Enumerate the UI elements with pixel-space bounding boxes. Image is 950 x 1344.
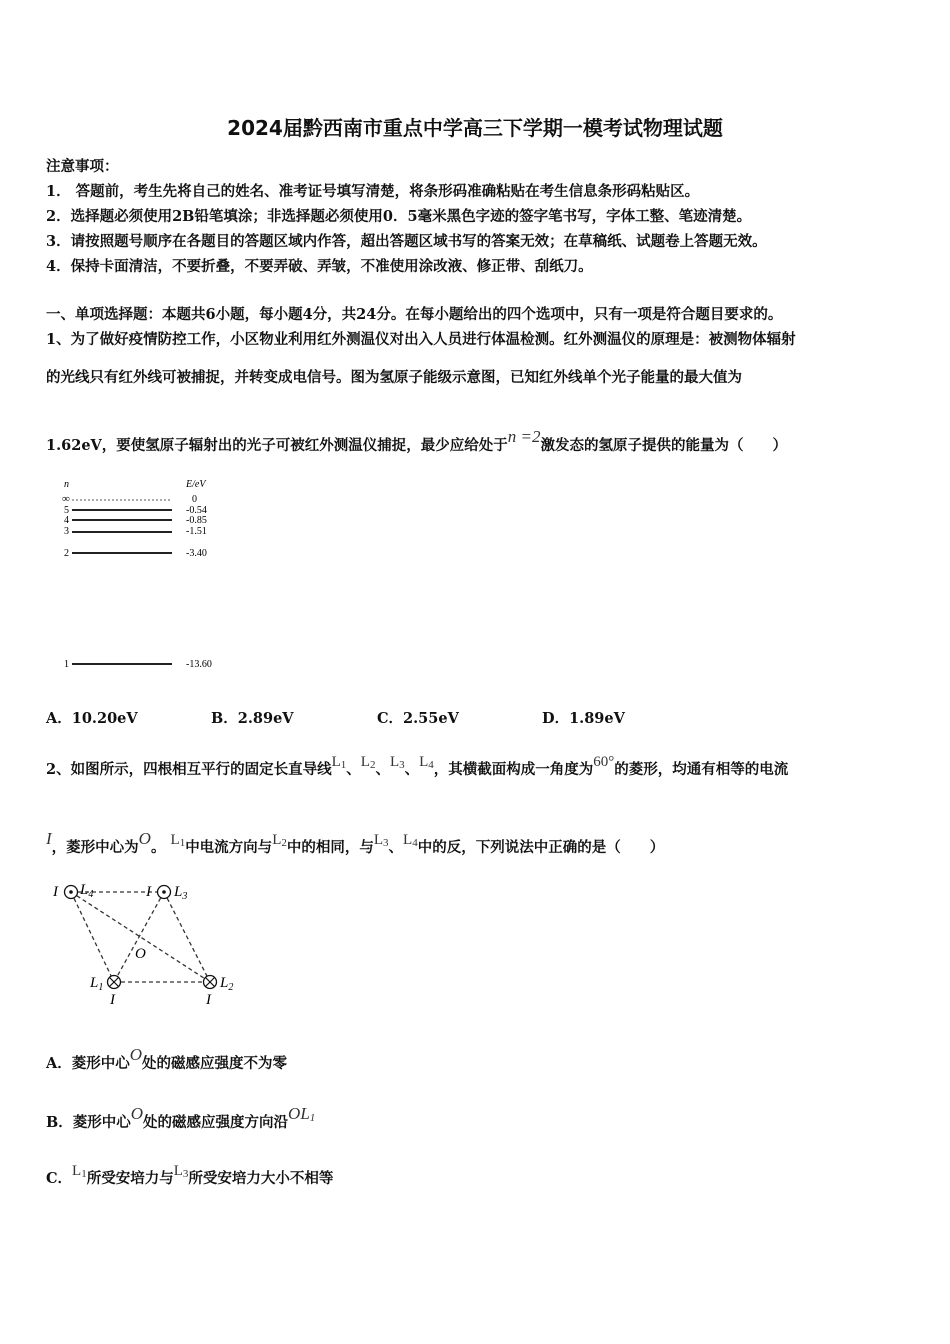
q2-wire-l2: L2 — [360, 754, 376, 771]
section-heading: 一、单项选择题：本题共6小题，每小题4分，共24分。在每小题给出的四个选项中，只有一项是符合题目要求的。 — [46, 306, 783, 323]
label-o: O — [135, 946, 146, 962]
choice-a-center-symbol: O — [129, 1045, 143, 1064]
q2-text-part-g: 中的反，下列说法中正确的是（ ） — [417, 839, 665, 856]
label-i-l3: I — [146, 884, 151, 900]
q2-text-part-e: 中电流方向与 — [185, 839, 273, 856]
q1-choice-b[interactable]: B．2.89eV — [211, 710, 294, 727]
level-n-3: 3 — [64, 526, 69, 537]
q2-text-part-a: 2、如图所示，四根相互平行的固定长直导线 — [46, 761, 332, 778]
dot-icon — [162, 890, 166, 894]
q1-text-part-a: 1.62eV，要使氢原子辐射出的光子可被红外测温仪捕捉，最少应给处于 — [46, 437, 508, 454]
q2-text-part-f: 中的相同，与 — [286, 839, 374, 856]
label-i-l2: I — [206, 992, 211, 1008]
energy-axis-label: E/eV — [186, 479, 206, 490]
edge-l4-l1 — [71, 892, 114, 982]
q2-text-line1 — [46, 754, 788, 779]
q2-center-symbol: O — [138, 829, 151, 848]
q2-angle: 60° — [593, 754, 615, 770]
q2-current-symbol: I — [46, 829, 52, 848]
q2-sep: 、 — [404, 761, 420, 778]
q2-wire-l4: L4 — [419, 754, 434, 771]
level-n-2: 2 — [64, 548, 69, 559]
choice-c-text-2: 所受安培力与 — [86, 1170, 174, 1187]
q2-text-line2 — [46, 829, 664, 857]
q2-choice-b[interactable] — [46, 1104, 315, 1132]
level-e-3: -1.51 — [186, 526, 207, 537]
notice-item-3: 3．请按照题号顺序在各题目的答题区域内作答，超出答题区域书写的答案无效；在草稿纸、试题卷上答题无效。 — [46, 233, 767, 250]
notice-item-2: 2．选择题必须使用2B铅笔填涂；非选择题必须使用0．5毫米黑色字迹的签字笔书写，字体工整、笔迹清楚。 — [46, 208, 752, 225]
n-axis-label: n — [64, 479, 69, 490]
level-n-inf: ∞ — [62, 493, 70, 505]
label-l1: $L_1$ — [90, 975, 104, 993]
notice-item-4: 4．保持卡面清洁，不要折叠，不要弄破、弄皱，不准使用涂改液、修正带、刮纸刀。 — [46, 258, 593, 275]
q2-wire-l4: L4 — [403, 832, 418, 849]
q2-choice-c[interactable] — [46, 1163, 333, 1188]
notice-heading: 注意事项： — [46, 158, 119, 175]
q1-text-line1: 1、为了做好疫情防控工作，小区物业利用红外测温仪对出入人员进行体温检测。红外测温仪的原理是：被测物体辐射 — [46, 331, 796, 348]
label-i-l1: I — [110, 992, 115, 1008]
dot-icon — [69, 890, 73, 894]
choice-b-text-2: 处的磁感应强度方向沿 — [143, 1114, 289, 1131]
q2-choice-a[interactable] — [46, 1045, 287, 1073]
q2-text-part-d: ，菱形中心为 — [51, 839, 139, 856]
q2-sep: 、 — [346, 761, 361, 778]
choice-b-center-symbol: O — [130, 1104, 144, 1123]
label-l4: $L_4$ — [80, 882, 94, 900]
q1-text-part-b: 激发态的氢原子提供的能量为（ ） — [540, 437, 788, 454]
choice-b-text-1: B．菱形中心 — [46, 1114, 131, 1131]
q2-wire-l1: L1 — [72, 1163, 87, 1180]
q1-text-line3 — [46, 427, 787, 455]
q2-wire-l2: L2 — [272, 832, 287, 849]
notice-item-1: 1． 答题前，考生先将自己的姓名、准考证号填写清楚，将条形码准确粘贴在考生信息条形码粘贴区。 — [46, 183, 700, 200]
choice-b-direction: OL1 — [288, 1104, 316, 1124]
q2-text-part-c: 的菱形，均通有相等的电流 — [614, 761, 789, 778]
q2-wire-l3: L3 — [389, 754, 405, 771]
choice-c-text-1: C． — [46, 1170, 73, 1187]
q1-choice-a[interactable]: A．10.20eV — [46, 710, 138, 727]
level-e-2: -3.40 — [186, 548, 207, 559]
q2-wire-l1: L1 — [170, 832, 186, 849]
rhombus-wire-diagram — [46, 874, 256, 1009]
q2-sep: 、 — [375, 761, 390, 778]
choice-a-text-1: A．菱形中心 — [46, 1055, 130, 1072]
level-n-1: 1 — [64, 659, 69, 670]
page-title: 2024届黔西南市重点中学高三下学期一模考试物理试题 — [227, 116, 723, 140]
q1-text-line2: 的光线只有红外线可被捕捉，并转变成电信号。图为氢原子能级示意图，已知红外线单个光子能量的最大值为 — [46, 369, 742, 386]
q1-choice-c[interactable]: C．2.55eV — [377, 710, 459, 727]
q2-sep: 、 — [388, 839, 404, 856]
q2-period: 。 — [150, 839, 166, 856]
label-l2: $L_2$ — [220, 975, 234, 993]
level-n-5: 5 — [64, 505, 69, 516]
q2-text-part-b: ，其横截面构成一角度为 — [433, 761, 594, 778]
choice-c-text-3: 所受安培力大小不相等 — [188, 1170, 334, 1187]
level-n-4: 4 — [64, 515, 69, 526]
q1-math-n: n =2 — [507, 427, 541, 446]
choice-a-text-2: 处的磁感应强度不为零 — [142, 1055, 288, 1072]
energy-level-diagram — [56, 476, 236, 676]
level-e-1: -13.60 — [186, 659, 212, 670]
level-e-4: -0.85 — [186, 515, 207, 526]
diagonal-l3-l1 — [114, 892, 164, 982]
label-l3: $L_3$ — [174, 884, 188, 902]
edge-l3-l2 — [164, 892, 210, 982]
q2-wire-l3: L3 — [373, 832, 389, 849]
label-i-l4: I — [53, 884, 58, 900]
level-e-5: -0.54 — [186, 505, 207, 516]
q1-choice-d[interactable]: D．1.89eV — [542, 710, 625, 727]
q2-wire-l3: L3 — [173, 1163, 189, 1180]
q2-wire-l1: L1 — [331, 754, 347, 771]
level-e-inf: 0 — [192, 494, 197, 505]
